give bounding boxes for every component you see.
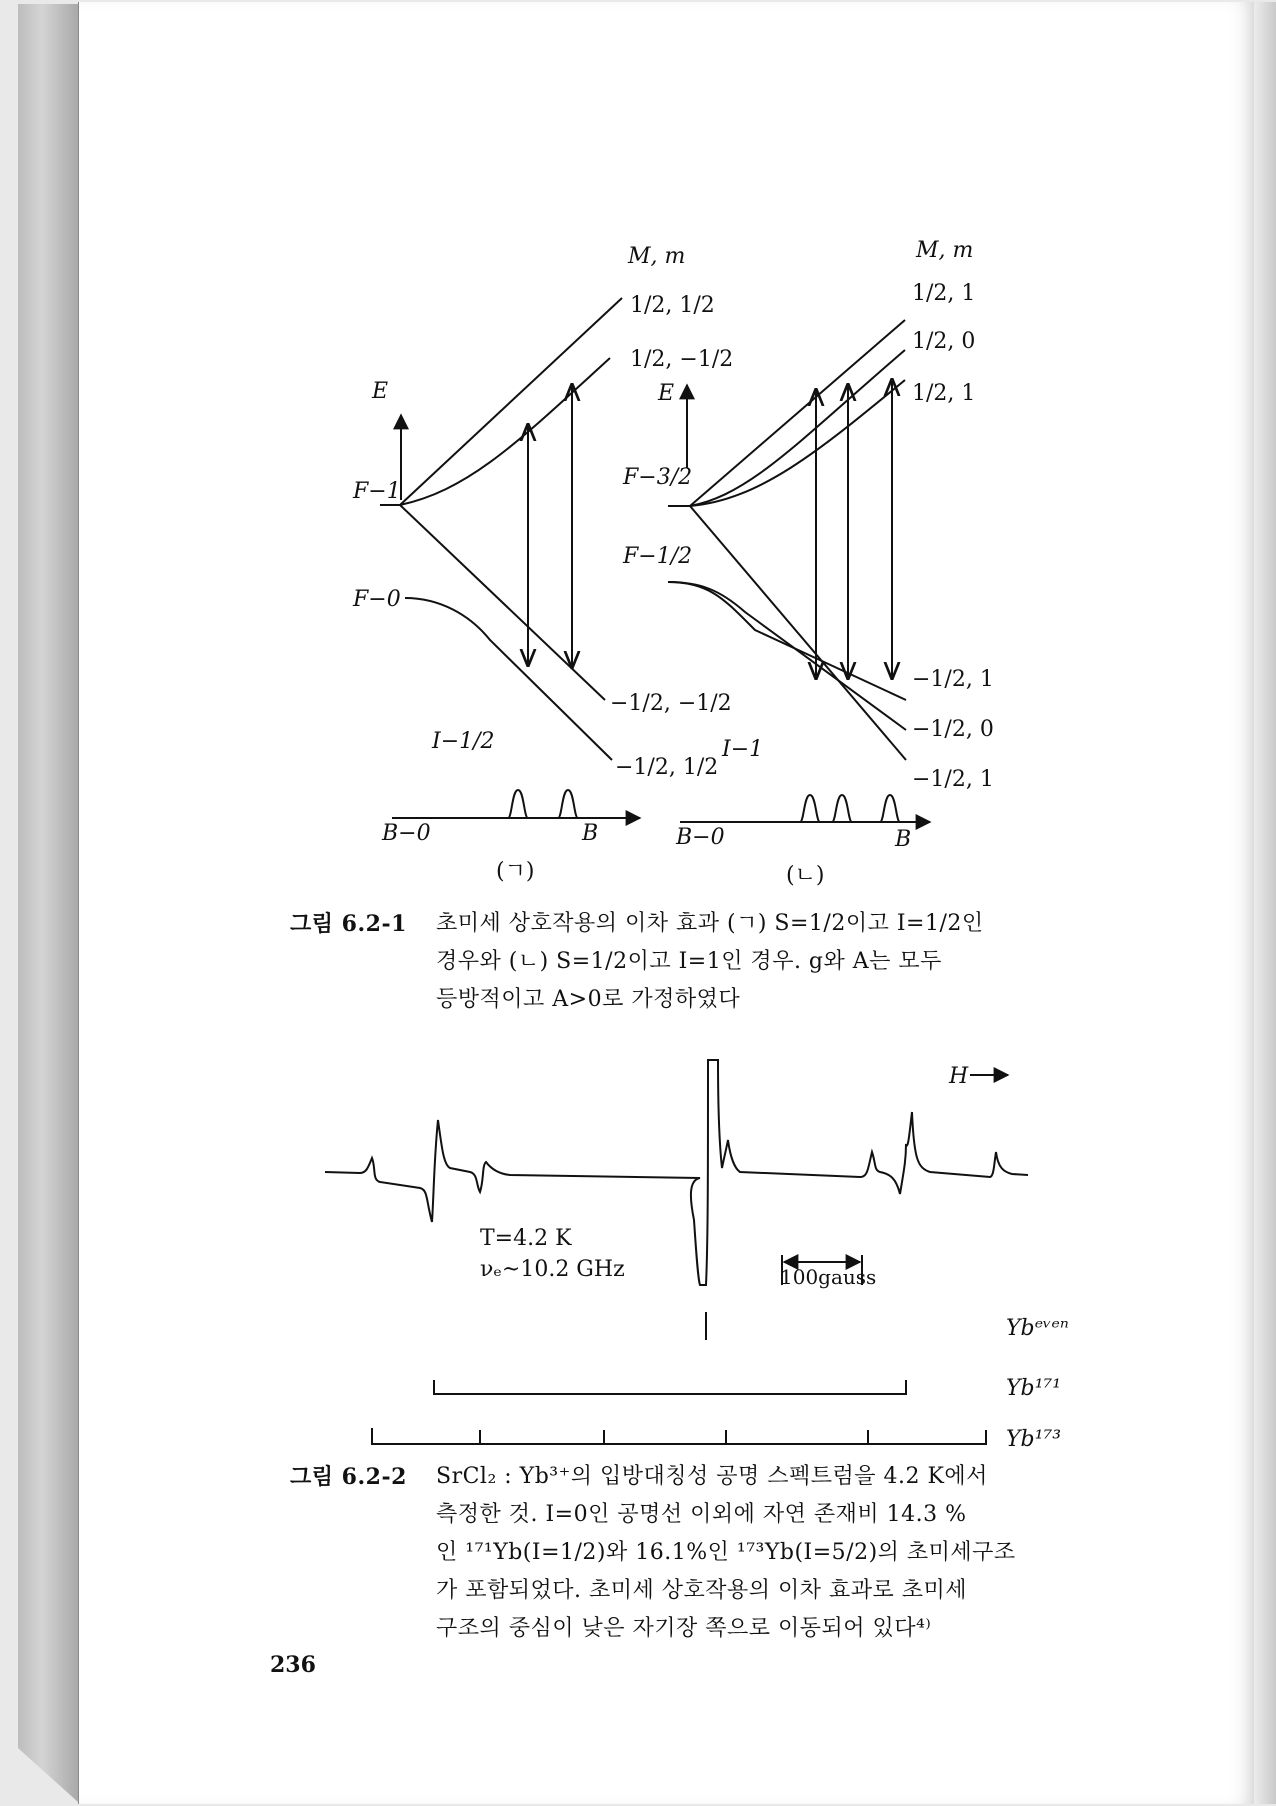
caption-figure-6-2-1 (290, 905, 1090, 1025)
spin-label-b: I−1 (722, 737, 764, 762)
state-label: −1/2, 0 (912, 717, 994, 742)
absorption-peak (508, 790, 528, 818)
level-line (690, 350, 905, 506)
state-label: 1/2, −1/2 (630, 347, 734, 372)
level-lower-b: F−1/2 (623, 544, 693, 569)
caption-line: 초미세 상호작용의 이차 효과 (ㄱ) S=1/2이고 I=1/2인 (436, 911, 984, 936)
energy-label-a: E (372, 379, 389, 404)
page-number: 236 (270, 1652, 316, 1678)
yb171-bracket (434, 1380, 906, 1394)
field-end-a: B (582, 821, 599, 846)
field-start-b: B−0 (676, 825, 725, 850)
panel-tag-b: (ㄴ) (786, 863, 825, 888)
spin-label-a: I−1/2 (432, 729, 495, 754)
absorption-peak (832, 795, 852, 822)
caption-line: SrCl₂ : Yb³⁺의 입방대칭성 공명 스펙트럼을 4.2 K에서 (436, 1464, 988, 1489)
panel-b (668, 320, 930, 822)
frequency-label: νₑ~10.2 GHz (480, 1257, 625, 1282)
caption-line: 경우와 (ㄴ) S=1/2이고 I=1인 경우. g와 A는 모두 (436, 949, 942, 974)
level-line (400, 358, 610, 505)
caption-line: 등방적이고 A>0로 가정하였다 (436, 987, 741, 1012)
series-label: Yb¹⁷¹ (1006, 1376, 1062, 1401)
level-lower-a: F−0 (353, 587, 401, 612)
header-mm-b: M, m (916, 238, 974, 263)
absorption-peak (880, 795, 900, 822)
absorption-peak (558, 790, 578, 818)
level-line (400, 505, 605, 700)
panel-a (380, 298, 640, 818)
caption-line: 가 포함되었다. 초미세 상호작용의 이차 효과로 초미세 (436, 1578, 967, 1603)
caption-label: 그림 6.2-2 (290, 1464, 407, 1490)
energy-label-b: E (658, 381, 675, 406)
state-label: 1/2, 1/2 (630, 293, 715, 318)
level-line (400, 298, 622, 505)
series-label: Ybᵉᵛᵉⁿ (1006, 1316, 1069, 1341)
field-start-a: B−0 (382, 821, 431, 846)
field-label: H (949, 1064, 969, 1089)
state-label: 1/2, 1 (912, 281, 976, 306)
state-label: −1/2, −1/2 (610, 691, 732, 716)
temperature-label: T=4.2 K (480, 1226, 572, 1251)
state-label: −1/2, 1 (912, 667, 994, 692)
caption-line: 측정한 것. I=0인 공명선 이외에 자연 존재비 14.3 % (436, 1502, 967, 1527)
scale-bar-label: 100gauss (780, 1265, 877, 1289)
caption-label: 그림 6.2-1 (290, 911, 407, 937)
epr-spectrum-trace (325, 1060, 1028, 1285)
yb173-bracket (372, 1428, 986, 1444)
absorption-peak (800, 795, 820, 822)
figure-6-2-2 (0, 1040, 1276, 1460)
caption-body (436, 905, 1076, 1019)
level-line (668, 582, 906, 700)
state-label: −1/2, 1 (912, 767, 994, 792)
series-label: Yb¹⁷³ (1006, 1427, 1062, 1452)
header-mm-a: M, m (628, 244, 686, 269)
state-label: 1/2, 1 (912, 381, 976, 406)
level-line (690, 506, 906, 760)
panel-b-labels (622, 238, 994, 888)
state-label: −1/2, 1/2 (615, 755, 719, 780)
caption-line: 인 ¹⁷¹Yb(I=1/2)와 16.1%인 ¹⁷³Yb(I=5/2)의 초미세구조 (436, 1540, 1016, 1565)
caption-line: 구조의 중심이 낮은 자기장 쪽으로 이동되어 있다⁴⁾ (436, 1616, 932, 1641)
level-upper-a: F−1 (353, 479, 401, 504)
state-label: 1/2, 0 (912, 329, 976, 354)
field-end-b: B (895, 827, 912, 852)
caption-figure-6-2-2 (290, 1458, 1090, 1648)
caption-body (436, 1458, 1076, 1648)
figure-6-2-1 (0, 0, 1276, 900)
panel-tag-a: (ㄱ) (496, 859, 535, 884)
level-upper-b: F−3/2 (623, 465, 693, 490)
